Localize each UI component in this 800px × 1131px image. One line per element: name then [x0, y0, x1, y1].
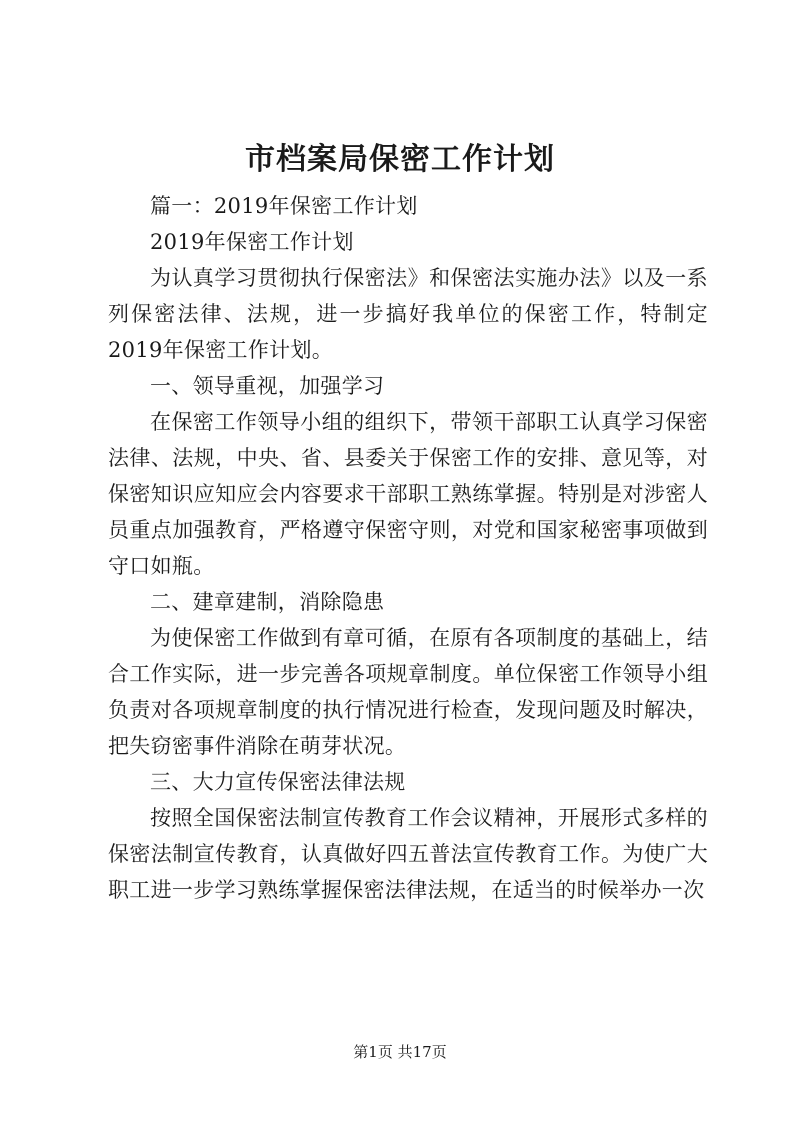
document-body — [108, 188, 708, 908]
page-footer: 第1页 共17页 — [353, 1043, 447, 1061]
heading-one: 一、领导重视，加强学习 — [150, 374, 385, 398]
paragraph-subtitle: 2019年保密工作计划 — [150, 230, 354, 254]
heading-three: 三、大力宣传保密法律法规 — [150, 770, 406, 794]
document-title: 市档案局保密工作计划 — [245, 142, 555, 177]
heading-two: 二、建章建制，消除隐患 — [150, 590, 385, 614]
paragraph-two: 为使保密工作做到有章可循，在原有各项制度的基础上，结合工作实际，进一步完善各项规章制度。单位保密工作领导小组负责对各项规章制度的执行情况进行检查，发现问题及时解决，把失窃密事件消除在萌芽状况。 — [108, 626, 708, 758]
paragraph-three: 按照全国保密法制宣传教育工作会议精神，开展形式多样的保密法制宣传教育，认真做好四五普法宣传教育工作。为使广大职工进一步学习熟练掌握保密法律法规，在适当的时候举办一次 — [108, 806, 708, 902]
paragraph-section-label: 篇一：2019年保密工作计划 — [150, 194, 418, 218]
paragraph-intro: 为认真学习贯彻执行保密法》和保密法实施办法》以及一系列保密法律、法规，进一步搞好我单位的保密工作，特制定2019年保密工作计划。 — [108, 266, 708, 362]
paragraph-one: 在保密工作领导小组的组织下，带领干部职工认真学习保密法律、法规，中央、省、县委关于保密工作的安排、意见等，对保密知识应知应会内容要求干部职工熟练掌握。特别是对涉密人员重点加强教育，严格遵守保密守则，对党和国家秘密事项做到守口如瓶。 — [108, 410, 708, 578]
